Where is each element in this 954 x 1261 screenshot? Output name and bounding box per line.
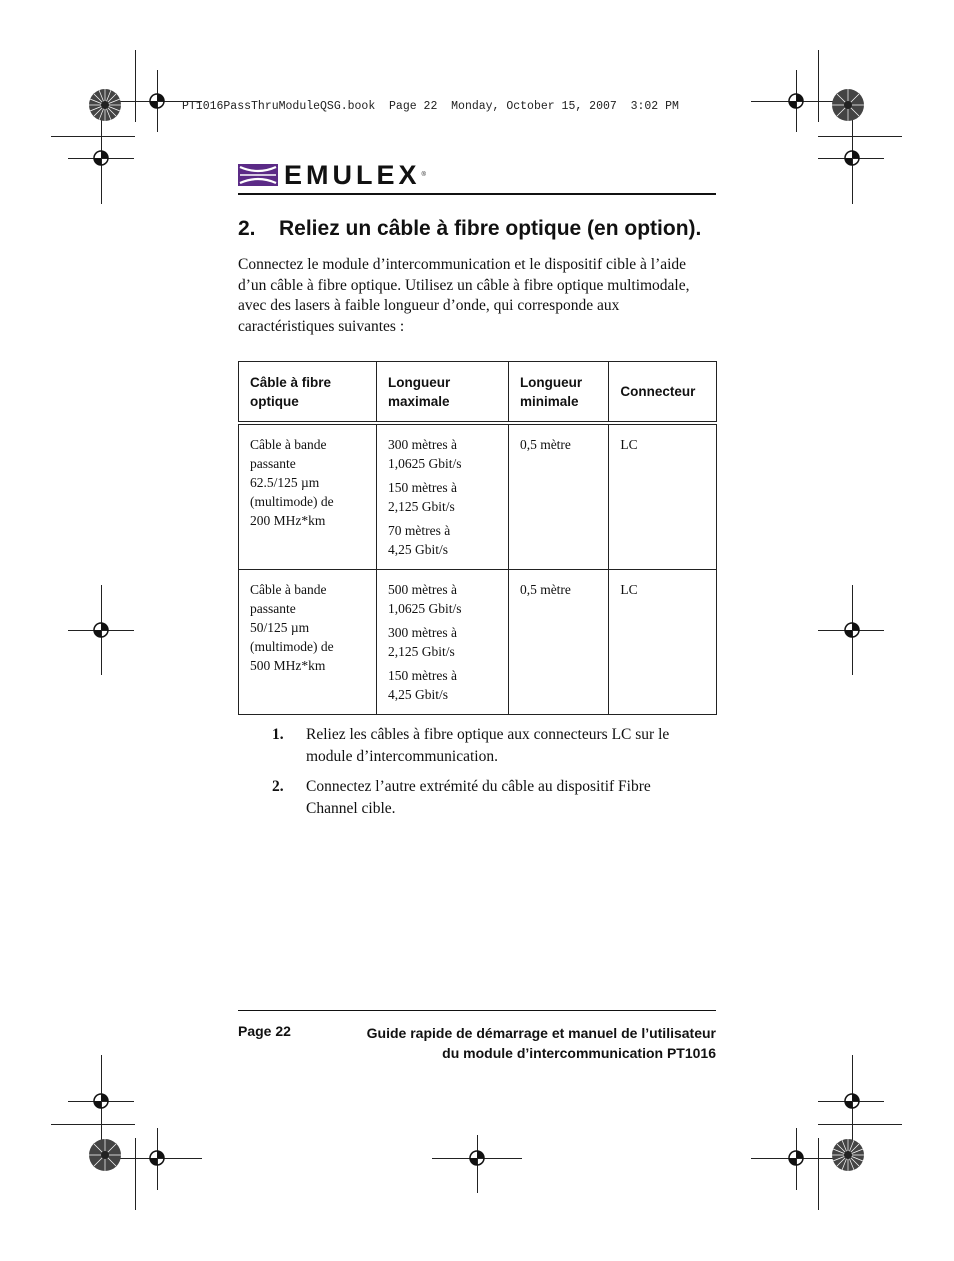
registration-target-icon [842,148,862,168]
crop-line [51,136,135,137]
cell-max-length [377,570,509,715]
registration-target-icon [91,1091,111,1111]
logo-trademark: ® [421,172,426,178]
section-number: 2. [238,217,256,240]
cable-line: Câble à bande [250,437,327,452]
list-item [272,776,702,820]
crop-line [818,136,902,137]
crop-line [51,1124,135,1125]
cell-cable [239,423,377,570]
cable-line: 62.5/125 µm [250,475,320,490]
crop-line [135,50,136,122]
crop-line [818,1138,819,1210]
length-entry: 150 mètres à 4,25 Gbit/s [388,668,457,702]
table-row [239,570,717,715]
crop-line [135,1138,136,1210]
col-header-cable: Câble à fibre optique [239,362,377,424]
emulex-logo [238,158,426,192]
step-text: Reliez les câbles à fibre optique aux connecteurs LC sur le module d’intercommunication. [306,726,670,765]
length-entry: 500 mètres à 1,0625 Gbit/s [388,582,462,616]
cell-connector: LC [609,423,717,570]
table-header-row [239,362,717,424]
emulex-logo-icon [238,162,278,188]
cell-min-length: 0,5 mètre [508,423,608,570]
footer-title [367,1023,716,1063]
col-header-max-length: Longueur maximale [377,362,509,424]
section-title: Reliez un câble à fibre optique (en option). [279,217,702,240]
cable-line: 50/125 µm [250,620,310,635]
intro-paragraph: Connectez le module d’intercommunication et le dispositif cible à l’aide d’un câble à fibre optique. Utilisez un câble à fibre optique multimodale, avec des lasers à faible longueur d’onde, qui corresponde aux caractéristiques suivantes : [238,256,690,335]
footer-rule [238,1010,716,1011]
step-text: Connectez l’autre extrémité du câble au dispositif Fibre Channel cible. [306,778,651,817]
cell-max-length [377,423,509,570]
cell-connector: LC [609,570,717,715]
registration-target-icon [842,620,862,640]
cable-line: 500 MHz*km [250,658,326,673]
step-number: 2. [272,778,284,795]
cell-cable [239,570,377,715]
header-rule [238,193,716,195]
registration-target-icon [147,1148,167,1168]
cell-min-length: 0,5 mètre [508,570,608,715]
length-entry: 70 mètres à 4,25 Gbit/s [388,523,451,557]
cable-line: passante [250,456,296,471]
logo-wordmark: EMULEX [284,159,421,190]
registration-target-icon [786,91,806,111]
registration-target-icon [91,620,111,640]
rosette-mark-icon [88,88,122,122]
col-header-min-length: Longueur minimale [508,362,608,424]
col-header-connector: Connecteur [609,362,717,424]
registration-target-icon [467,1148,487,1168]
registration-target-icon [91,148,111,168]
registration-target-icon [786,1148,806,1168]
crop-line [818,50,819,122]
page-number: Page 22 [238,1023,291,1039]
cable-spec-table [238,361,717,715]
list-item [272,724,702,768]
footer-title-line: du module d’intercommunication PT1016 [442,1045,716,1061]
file-header: PT1016PassThruModuleQSG.book Page 22 Monday, October 15, 2007 3:02 PM [182,100,679,113]
rosette-mark-icon [88,1138,122,1172]
cable-line: passante [250,601,296,616]
step-list [272,724,702,828]
length-entry: 300 mètres à 1,0625 Gbit/s [388,437,462,471]
length-entry: 300 mètres à 2,125 Gbit/s [388,625,457,659]
length-entry: 150 mètres à 2,125 Gbit/s [388,480,457,514]
cable-line: (multimode) de [250,494,334,509]
step-number: 1. [272,726,284,743]
registration-target-icon [842,1091,862,1111]
cable-line: Câble à bande [250,582,327,597]
section-heading [238,217,701,241]
table-row [239,423,717,570]
crop-line [818,1124,902,1125]
rosette-mark-icon [831,88,865,122]
footer-title-line: Guide rapide de démarrage et manuel de l’utilisateur [366,1025,716,1041]
registration-target-icon [147,91,167,111]
rosette-mark-icon [831,1138,865,1172]
cable-line: (multimode) de [250,639,334,654]
cable-line: 200 MHz*km [250,513,326,528]
